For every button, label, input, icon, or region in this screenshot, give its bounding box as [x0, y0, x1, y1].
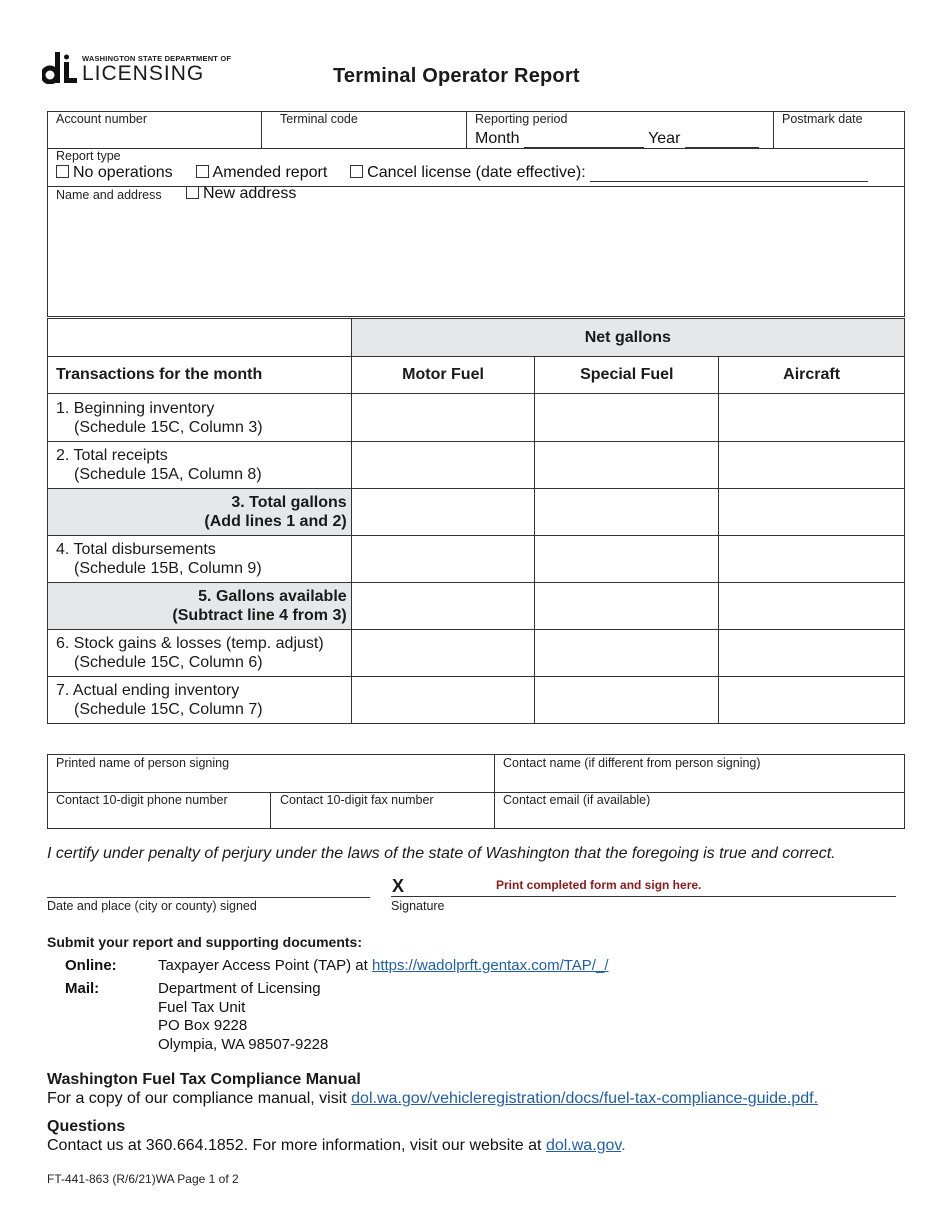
line-7-label: 7. Actual ending inventory (Schedule 15C, Column 7) [48, 677, 352, 724]
postmark-date-field[interactable] [774, 128, 904, 147]
manual-heading: Washington Fuel Tax Compliance Manual [47, 1071, 361, 1088]
new-address-checkbox[interactable] [186, 186, 199, 199]
line-6-special-fuel-input[interactable] [535, 630, 719, 677]
table-row [48, 536, 905, 583]
report-type-options [56, 164, 868, 182]
line-1-special-fuel-input[interactable] [535, 394, 719, 442]
line-7-special-fuel-input[interactable] [535, 677, 719, 724]
date-place-line[interactable] [47, 897, 370, 898]
line-5-motor-fuel-input[interactable] [351, 583, 535, 630]
amended-report-label: Amended report [212, 164, 328, 181]
certification-statement: I certify under penalty of perjury under the laws of the state of Washington that the foregoing is true and correct. [47, 845, 836, 862]
contact-name-label: Contact name (if different from person signing) [503, 756, 761, 770]
no-operations-label: No operations [73, 164, 173, 181]
line-7-motor-fuel-input[interactable] [351, 677, 535, 724]
contact-name-field[interactable] [495, 770, 904, 791]
line-2-aircraft-input[interactable] [719, 442, 905, 489]
manual-text-body: For a copy of our compliance manual, visit [47, 1090, 347, 1107]
line-3-label: 3. Total gallons (Add lines 1 and 2) [48, 489, 352, 536]
table-row [48, 489, 905, 536]
printed-name-label: Printed name of person signing [56, 756, 230, 770]
blank-header-cell [48, 319, 352, 357]
transactions-header: Transactions for the month [48, 357, 352, 394]
mail-line: Department of Licensing [158, 980, 321, 997]
line-4-special-fuel-input[interactable] [535, 536, 719, 583]
print-sign-note: Print completed form and sign here. [496, 878, 702, 892]
manual-link[interactable]: dol.wa.gov/vehicleregistration/docs/fuel-tax-compliance-guide.pdf. [351, 1090, 819, 1107]
fax-field[interactable] [271, 808, 493, 828]
date-place-label: Date and place (city or county) signed [47, 899, 257, 913]
cancel-license-date-field[interactable] [590, 181, 868, 182]
net-gallons-header: Net gallons [351, 319, 904, 357]
tap-link[interactable]: https://wadolprft.gentax.com/TAP/_/ [371, 957, 609, 974]
questions-text-body: Contact us at 360.664.1852. For more information, visit our website at [47, 1137, 542, 1154]
phone-label: Contact 10-digit phone number [56, 793, 228, 807]
submit-heading: Submit your report and supporting documents: [47, 934, 362, 950]
questions-text [47, 1137, 626, 1155]
name-address-field[interactable] [48, 206, 904, 316]
dol-website-link[interactable]: dol.wa.gov [545, 1137, 622, 1154]
line-2-motor-fuel-input[interactable] [351, 442, 535, 489]
line-4-aircraft-input[interactable] [719, 536, 905, 583]
cancel-license-checkbox[interactable] [350, 165, 363, 178]
table-row [48, 630, 905, 677]
page-title: Terminal Operator Report [333, 65, 580, 87]
dol-logo-icon [42, 52, 78, 84]
line-6-label: 6. Stock gains & losses (temp. adjust) (Schedule 15C, Column 6) [48, 630, 352, 677]
cancel-license-label: Cancel license (date effective): [367, 164, 586, 181]
new-address-option [186, 185, 296, 203]
line-4-motor-fuel-input[interactable] [351, 536, 535, 583]
questions-heading: Questions [47, 1118, 126, 1135]
email-field[interactable] [495, 808, 904, 828]
line-7-aircraft-input[interactable] [719, 677, 905, 724]
amended-report-checkbox[interactable] [196, 165, 209, 178]
line-3-aircraft-input[interactable] [719, 489, 905, 536]
reporting-period-label: Reporting period [475, 112, 568, 126]
table-row [48, 583, 905, 630]
terminal-code-field[interactable] [262, 112, 465, 147]
dol-logo [42, 52, 231, 84]
line-2-label: 2. Total receipts (Schedule 15A, Column 8) [48, 442, 352, 489]
signature-line[interactable] [391, 896, 896, 897]
motor-fuel-header: Motor Fuel [351, 357, 535, 394]
year-label: Year [648, 130, 681, 147]
line-3-motor-fuel-input[interactable] [351, 489, 535, 536]
online-text: Taxpayer Access Point (TAP) at [158, 957, 368, 974]
account-number-label: Account number [56, 112, 148, 126]
year-field[interactable] [685, 147, 759, 148]
line-5-aircraft-input[interactable] [719, 583, 905, 630]
logo-agency-text: WASHINGTON STATE DEPARTMENT OF [82, 53, 232, 63]
line-1-aircraft-input[interactable] [719, 394, 905, 442]
logo-licensing-text: LICENSING [82, 62, 205, 85]
manual-text [47, 1090, 818, 1108]
new-address-label: New address [203, 185, 297, 202]
signature-label: Signature [391, 899, 445, 913]
line-5-label: 5. Gallons available (Subtract line 4 from 3) [48, 583, 352, 630]
table-row [48, 442, 905, 489]
mail-line: PO Box 9228 [158, 1017, 248, 1034]
mail-line: Fuel Tax Unit [158, 998, 246, 1016]
line-5-special-fuel-input[interactable] [535, 583, 719, 630]
no-operations-checkbox[interactable] [56, 165, 69, 178]
line-4-label: 4. Total disbursements (Schedule 15B, Column 9) [48, 536, 352, 583]
line-6-motor-fuel-input[interactable] [351, 630, 535, 677]
name-address-label: Name and address [56, 188, 162, 202]
transactions-table [47, 318, 905, 724]
online-instructions [158, 957, 608, 974]
account-number-field[interactable] [48, 112, 260, 147]
line-6-aircraft-input[interactable] [719, 630, 905, 677]
signature-x-mark: X [392, 876, 405, 896]
line-2-special-fuel-input[interactable] [535, 442, 719, 489]
printed-name-field[interactable] [48, 770, 493, 791]
phone-field[interactable] [48, 808, 269, 828]
fax-label: Contact 10-digit fax number [280, 793, 434, 807]
month-label: Month [475, 130, 520, 147]
aircraft-header: Aircraft [719, 357, 905, 394]
line-1-label: 1. Beginning inventory (Schedule 15C, Column 3) [48, 394, 352, 442]
report-type-label: Report type [56, 149, 121, 163]
mail-line: Olympia, WA 98507-9228 [158, 1035, 329, 1053]
form-footer: FT-441-863 (R/6/21)WA Page 1 of 2 [47, 1172, 239, 1186]
mail-address [158, 980, 328, 1054]
table-row [48, 394, 905, 442]
terminal-code-label: Terminal code [280, 112, 358, 126]
line-3-special-fuel-input[interactable] [535, 489, 719, 536]
online-label: Online: [65, 957, 117, 974]
line-1-motor-fuel-input[interactable] [351, 394, 535, 442]
postmark-date-label: Postmark date [782, 112, 863, 126]
questions-tail: . [621, 1137, 626, 1154]
special-fuel-header: Special Fuel [535, 357, 719, 394]
mail-label: Mail: [65, 980, 100, 997]
table-row [48, 677, 905, 724]
month-field[interactable] [524, 147, 644, 148]
reporting-period-fields [475, 130, 759, 148]
email-label: Contact email (if available) [503, 793, 651, 807]
